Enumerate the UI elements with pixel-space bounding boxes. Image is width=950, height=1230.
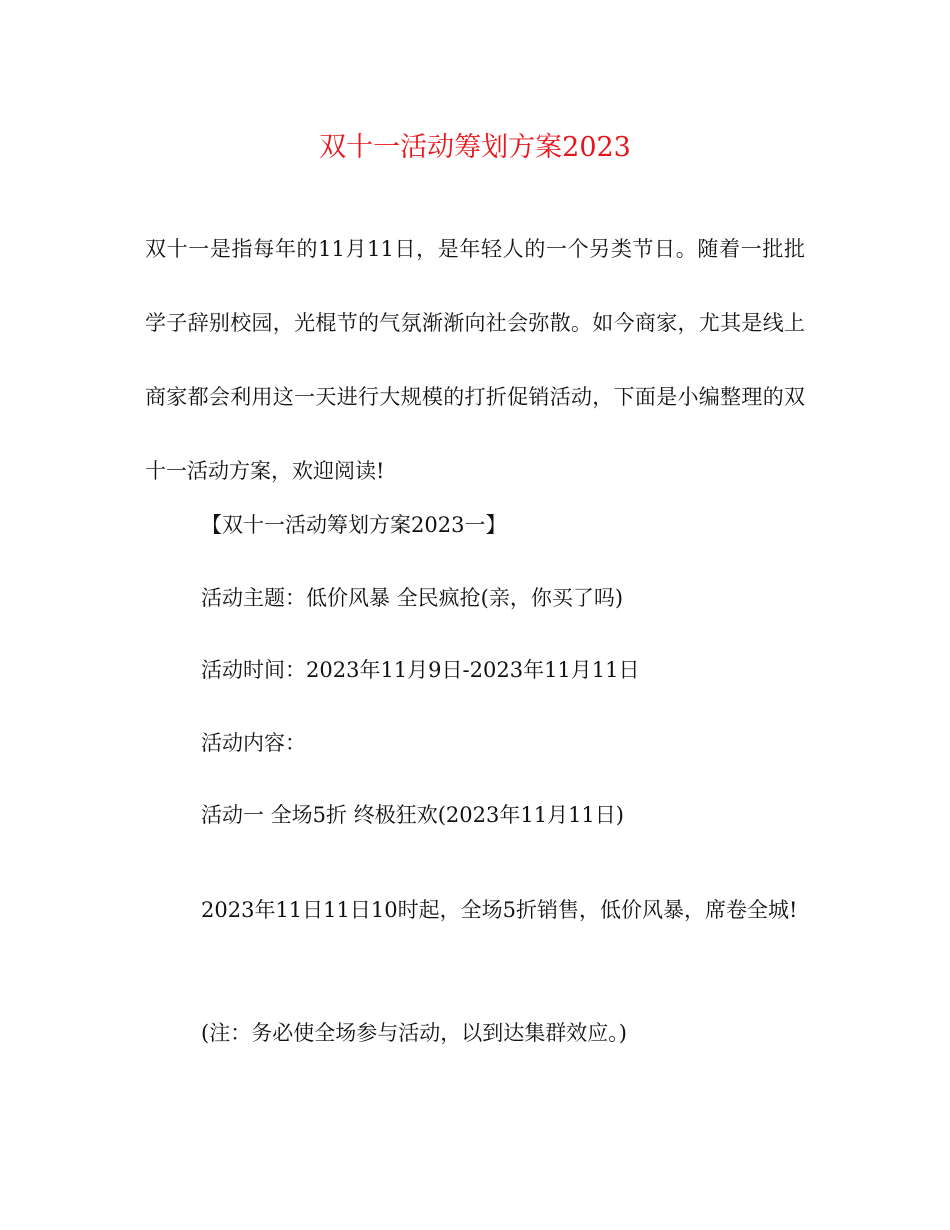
activity-one-title: 活动一 全场5折 终极狂欢(2023年11月11日) <box>201 803 624 827</box>
activity-one-detail: 2023年11日11日10时起，全场5折销售，低价风暴，席卷全城! <box>201 898 798 922</box>
activity-time: 活动时间：2023年11月9日-2023年11月11日 <box>201 658 640 682</box>
document-title: 双十一活动筹划方案2023 <box>319 132 631 163</box>
activity-content-label: 活动内容： <box>201 731 306 755</box>
section-heading: 【双十一活动筹划方案2023一】 <box>201 513 507 537</box>
intro-paragraph: 双十一是指每年的11月11日，是年轻人的一个另类节日。随着一批批学子辞别校园，光棍节的气氛渐渐向社会弥散。如今商家，尤其是线上商家都会利用这一天进行大规模的打折促销活动，下面是小编整理的双十一活动方案，欢迎阅读! <box>145 237 805 483</box>
activity-note: (注：务必使全场参与活动，以到达集群效应。) <box>201 1021 627 1045</box>
activity-theme: 活动主题：低价风暴 全民疯抢(亲，你买了吗) <box>201 586 624 610</box>
